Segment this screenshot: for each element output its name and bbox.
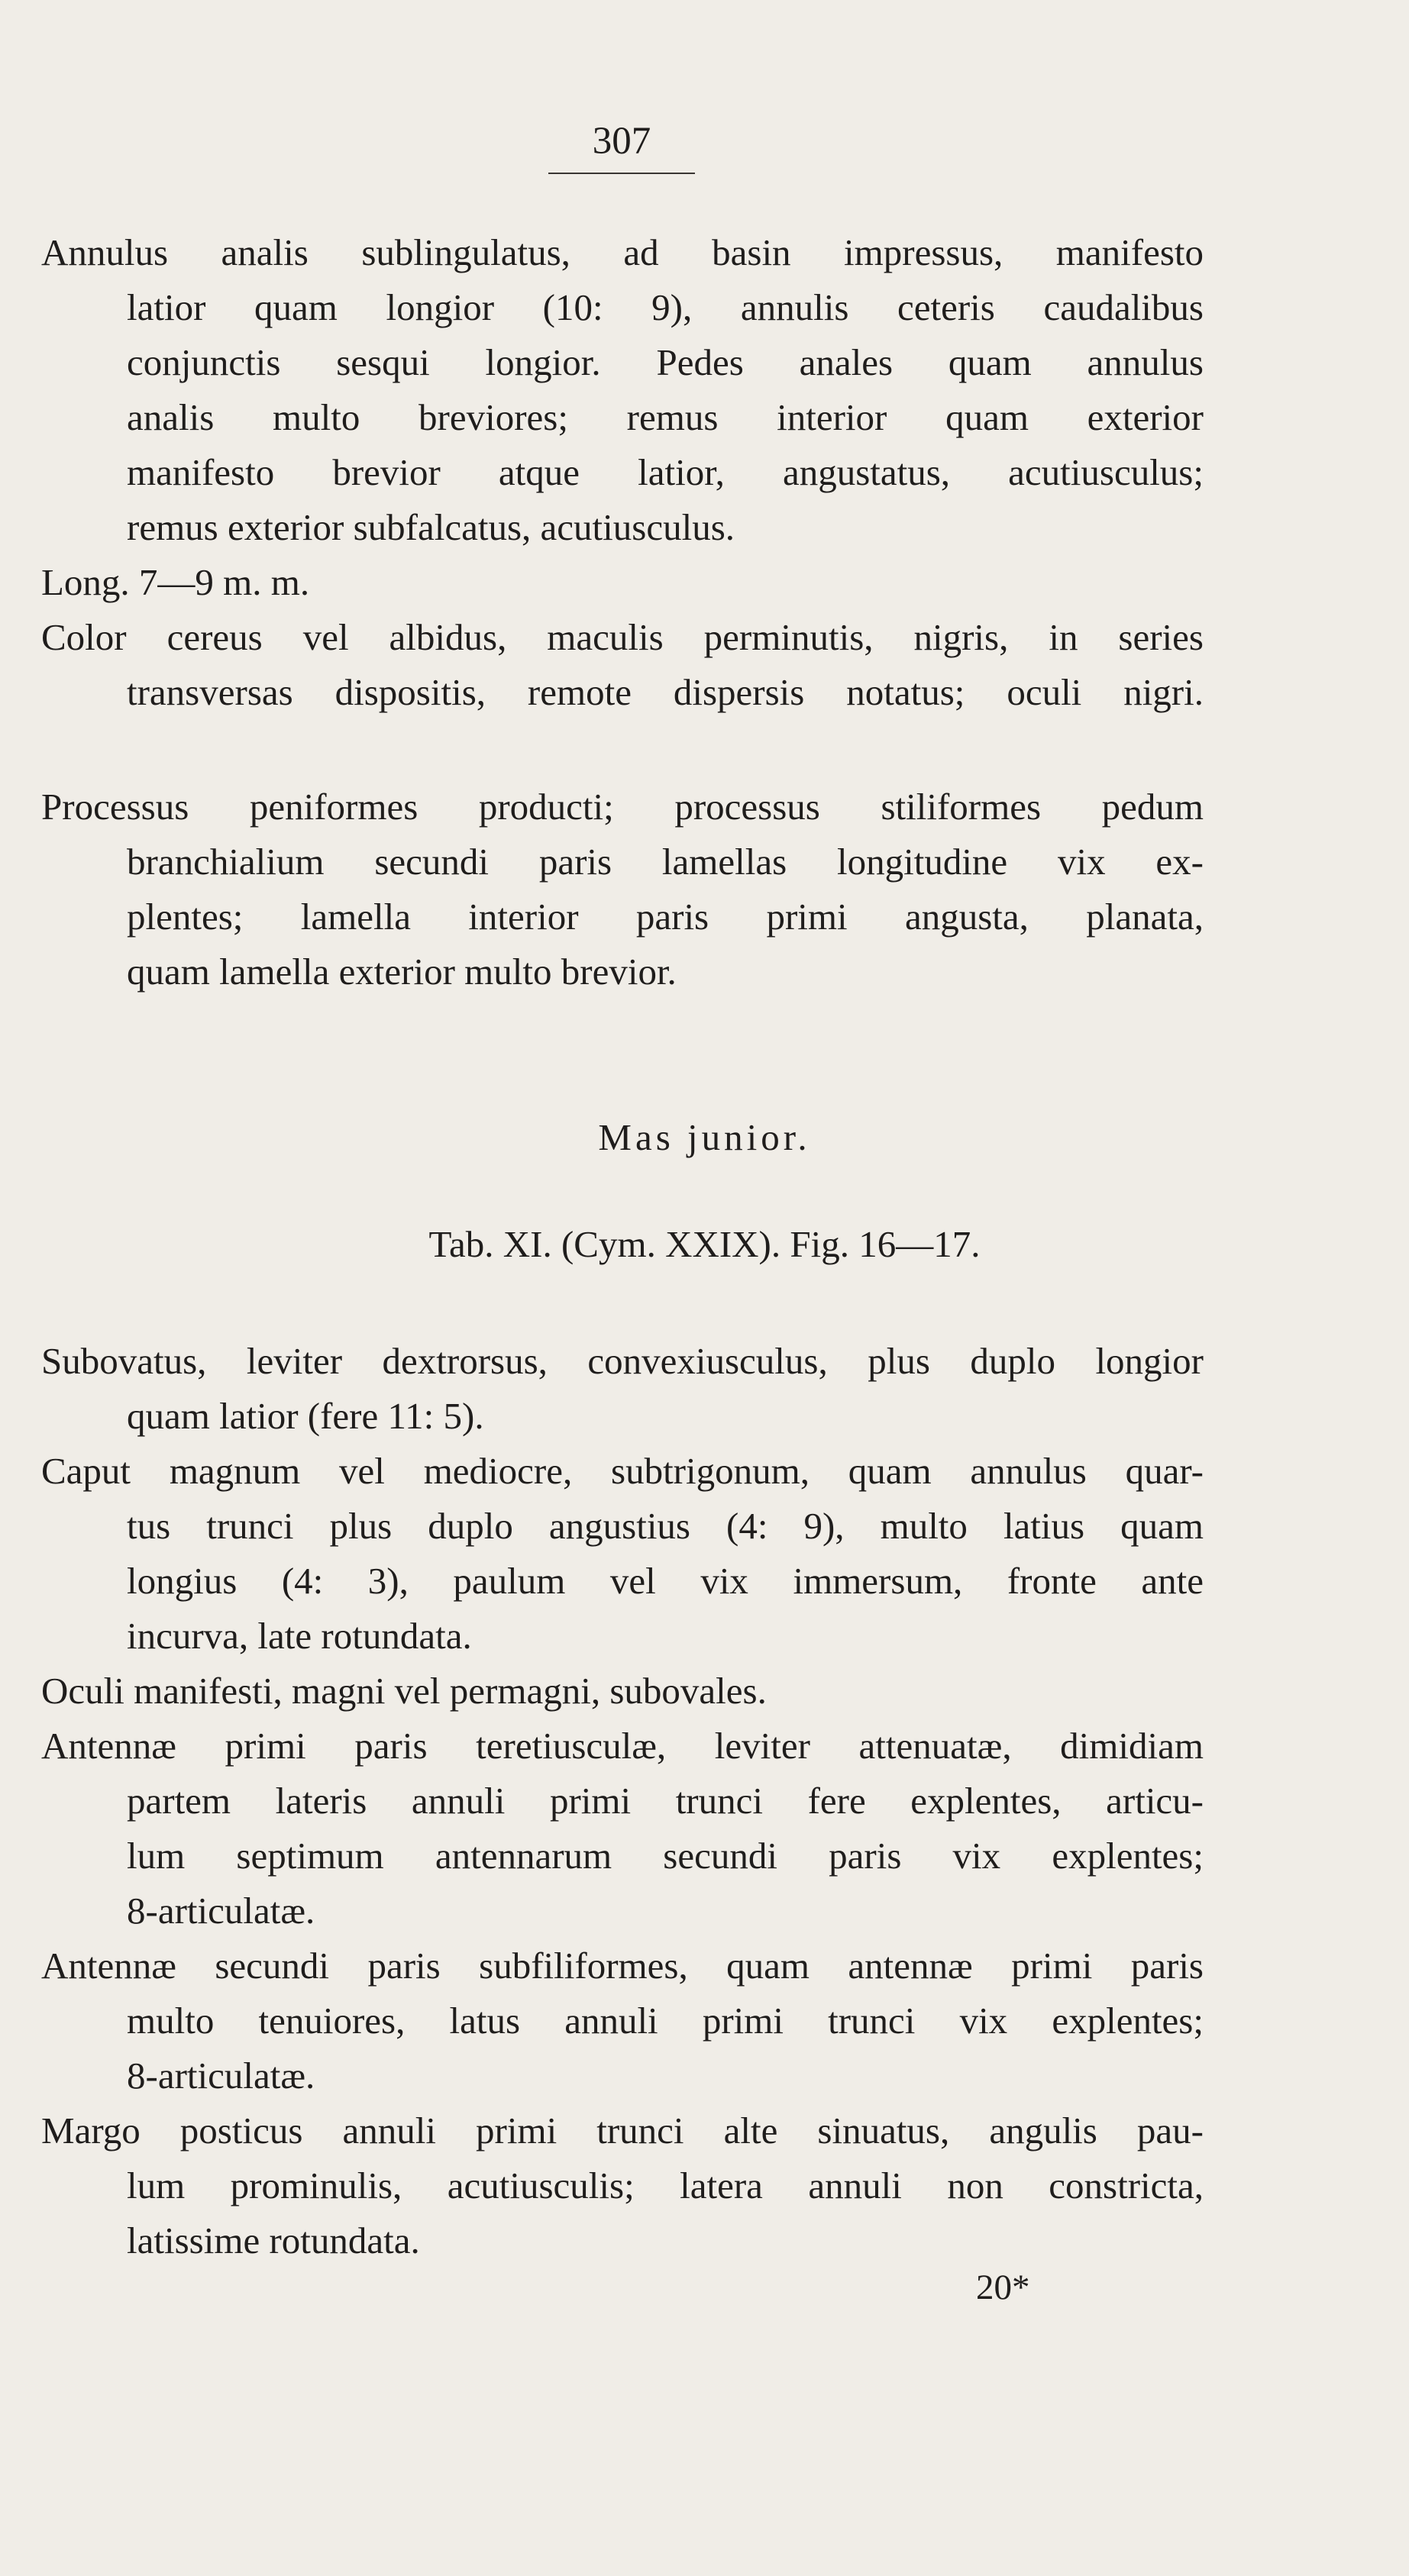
text-line: transversas dispositis, remote dispersis notatus; oculi nigri. (127, 671, 1204, 713)
page-number: 307 (592, 120, 651, 163)
text-line: Color cereus vel albidus, maculis perminutis, nigris, in series (41, 616, 1204, 658)
signature-mark: 20* (976, 2268, 1030, 2307)
text-line: conjunctis sesqui longior. Pedes anales quam annulus (127, 341, 1204, 383)
text-line: quam latior (fere 11: 5). (127, 1395, 484, 1437)
text-line: tus trunci plus duplo angustius (4: 9), multo latius quam (127, 1505, 1204, 1547)
text-line: Annulus analis sublingulatus, ad basin impressus, manifesto (41, 231, 1204, 273)
text-line: multo tenuiores, latus annuli primi trunci vix explentes; (127, 2000, 1204, 2042)
text-line: lum septimum antennarum secundi paris vix explentes; (127, 1835, 1204, 1877)
section-heading: Mas junior. (598, 1116, 811, 1158)
text-line: Caput magnum vel mediocre, subtrigonum, quam annulus quar- (41, 1450, 1204, 1492)
text-line: longius (4: 3), paulum vel vix immersum, fronte ante (127, 1560, 1204, 1602)
text-line: Processus peniformes producti; processus stiliformes pedum (41, 786, 1204, 828)
text-line: lum prominulis, acutiusculis; latera annuli non constricta, (127, 2164, 1204, 2206)
text-line: latissime rotundata. (127, 2219, 420, 2261)
text-line: Long. 7—9 m. m. (41, 561, 310, 603)
text-line: remus exterior subfalcatus, acutiusculus. (127, 506, 735, 548)
text-line: quam lamella exterior multo brevior. (127, 951, 677, 993)
text-line: 8-articulatæ. (127, 2055, 315, 2097)
text-line: branchialium secundi paris lamellas longitudine vix ex- (127, 841, 1204, 883)
text-line: Antennæ primi paris teretiusculæ, leviter attenuatæ, dimidiam (41, 1725, 1204, 1767)
text-line: plentes; lamella interior paris primi angusta, planata, (127, 896, 1204, 938)
text-line: Margo posticus annuli primi trunci alte sinuatus, angulis pau- (41, 2110, 1204, 2152)
text-line: 8-articulatæ. (127, 1890, 315, 1932)
page-number-rule (548, 173, 695, 174)
figure-reference: Tab. XI. (Cym. XXIX). Fig. 16—17. (428, 1223, 981, 1265)
text-line: manifesto brevior atque latior, angustatus, acutiusculus; (127, 451, 1204, 493)
text-line: incurva, late rotundata. (127, 1615, 472, 1657)
text-line: Antennæ secundi paris subfiliformes, quam antennæ primi paris (41, 1945, 1204, 1987)
text-line: Subovatus, leviter dextrorsus, convexiusculus, plus duplo longior (41, 1340, 1204, 1382)
text-line: latior quam longior (10: 9), annulis ceteris caudalibus (127, 286, 1204, 328)
text-line: analis multo breviores; remus interior quam exterior (127, 396, 1204, 438)
text-line: partem lateris annuli primi trunci fere explentes, articu- (127, 1780, 1204, 1822)
text-line: Oculi manifesti, magni vel permagni, subovales. (41, 1670, 767, 1712)
